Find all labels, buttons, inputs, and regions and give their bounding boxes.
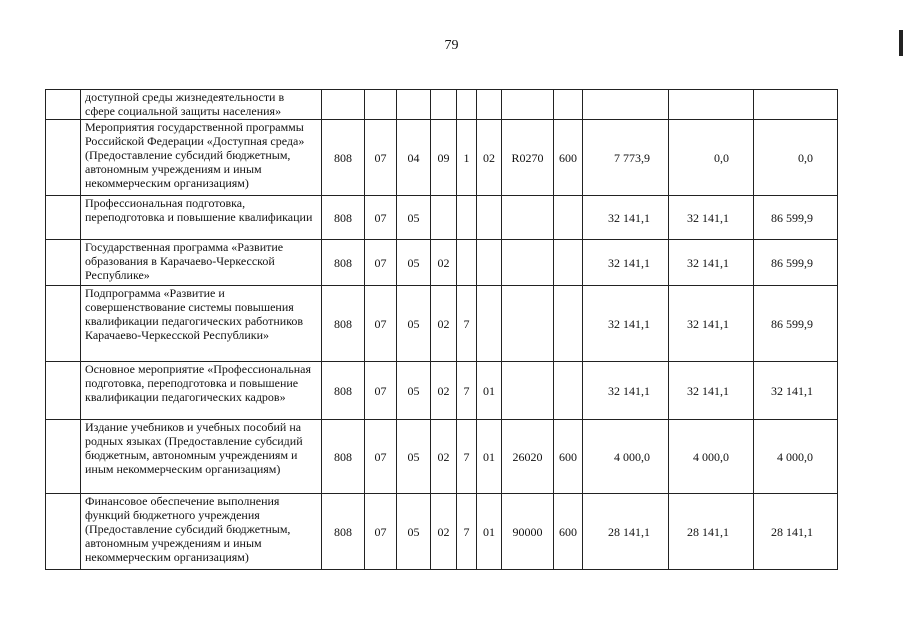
- row-number-cell: [46, 196, 81, 240]
- budget-table: [45, 89, 838, 570]
- table-row: [46, 240, 838, 286]
- amount-year-3-cell: 86 599,9: [754, 286, 838, 362]
- item-name-cell: Подпрограмма «Развитие и совершенствование системы повышения квалификации педагогических работников Карачаево-Черкесской Республики»: [81, 286, 322, 362]
- event-code-cell: 02: [477, 120, 502, 196]
- ministry-code-cell: 808: [322, 420, 365, 494]
- table-row: [46, 420, 838, 494]
- ministry-code-cell: 808: [322, 240, 365, 286]
- scan-edge-mark: [899, 30, 903, 56]
- subsection-code-cell: 05: [397, 286, 431, 362]
- page-number: 79: [444, 38, 459, 53]
- program-code-cell: 09: [431, 120, 457, 196]
- table-row: [46, 362, 838, 420]
- amount-year-2-cell: 32 141,1: [669, 196, 754, 240]
- ministry-code-cell: 808: [322, 286, 365, 362]
- item-name-cell: Мероприятия государственной программы Российской Федерации «Доступная среда» (Предоставление субсидий бюджетным, автономным учреждениям и иным некоммерческим организациям): [81, 120, 322, 196]
- item-name-cell: Профессиональная подготовка, переподготовка и повышение квалификации: [81, 196, 322, 240]
- item-name-cell: Основное мероприятие «Профессиональная подготовка, переподготовка и повышение квалификации педагогических кадров»: [81, 362, 322, 420]
- amount-year-2-cell: 4 000,0: [669, 420, 754, 494]
- amount-year-3-cell: 4 000,0: [754, 420, 838, 494]
- expense-type-cell: [554, 286, 583, 362]
- subprogram-code-cell: 7: [457, 494, 477, 570]
- subprogram-code-cell: [457, 240, 477, 286]
- direction-code-cell: [502, 240, 554, 286]
- subsection-code-cell: 05: [397, 420, 431, 494]
- section-code-cell: 07: [365, 494, 397, 570]
- amount-year-1-cell: 7 773,9: [583, 120, 669, 196]
- amount-year-3-cell: 28 141,1: [754, 494, 838, 570]
- table-body: [46, 90, 838, 570]
- amount-year-3-cell: 86 599,9: [754, 240, 838, 286]
- amount-year-1-cell: 32 141,1: [583, 362, 669, 420]
- row-number-cell: [46, 120, 81, 196]
- subprogram-code-cell: 7: [457, 420, 477, 494]
- amount-year-1-cell: 32 141,1: [583, 286, 669, 362]
- program-code-cell: 02: [431, 362, 457, 420]
- amount-year-2-cell: 0,0: [669, 120, 754, 196]
- expense-type-cell: [554, 90, 583, 120]
- direction-code-cell: [502, 286, 554, 362]
- amount-year-3-cell: 32 141,1: [754, 362, 838, 420]
- table-row: [46, 196, 838, 240]
- ministry-code-cell: 808: [322, 120, 365, 196]
- subprogram-code-cell: 1: [457, 120, 477, 196]
- row-number-cell: [46, 362, 81, 420]
- event-code-cell: 01: [477, 362, 502, 420]
- row-number-cell: [46, 90, 81, 120]
- program-code-cell: [431, 90, 457, 120]
- subprogram-code-cell: 7: [457, 286, 477, 362]
- section-code-cell: 07: [365, 240, 397, 286]
- expense-type-cell: [554, 240, 583, 286]
- expense-type-cell: [554, 362, 583, 420]
- expense-type-cell: 600: [554, 420, 583, 494]
- amount-year-1-cell: 4 000,0: [583, 420, 669, 494]
- event-code-cell: 01: [477, 494, 502, 570]
- subprogram-code-cell: [457, 90, 477, 120]
- program-code-cell: 02: [431, 286, 457, 362]
- event-code-cell: [477, 196, 502, 240]
- direction-code-cell: 90000: [502, 494, 554, 570]
- item-name-cell: Государственная программа «Развитие образования в Карачаево-Черкесской Республике»: [81, 240, 322, 286]
- direction-code-cell: R0270: [502, 120, 554, 196]
- subsection-code-cell: 05: [397, 494, 431, 570]
- amount-year-3-cell: 86 599,9: [754, 196, 838, 240]
- amount-year-1-cell: [583, 90, 669, 120]
- table-row: [46, 90, 838, 120]
- subsection-code-cell: 04: [397, 120, 431, 196]
- section-code-cell: 07: [365, 196, 397, 240]
- expense-type-cell: 600: [554, 494, 583, 570]
- event-code-cell: [477, 286, 502, 362]
- ministry-code-cell: [322, 90, 365, 120]
- amount-year-1-cell: 32 141,1: [583, 240, 669, 286]
- table-row: [46, 494, 838, 570]
- row-number-cell: [46, 240, 81, 286]
- program-code-cell: [431, 196, 457, 240]
- subsection-code-cell: 05: [397, 362, 431, 420]
- section-code-cell: 07: [365, 420, 397, 494]
- subprogram-code-cell: 7: [457, 362, 477, 420]
- subsection-code-cell: 05: [397, 196, 431, 240]
- amount-year-1-cell: 32 141,1: [583, 196, 669, 240]
- item-name-cell: Издание учебников и учебных пособий на родных языках (Предоставление субсидий бюджетным, автономным учреждениям и иным некоммерческим организациям): [81, 420, 322, 494]
- event-code-cell: 01: [477, 420, 502, 494]
- item-name-cell: доступной среды жизнедеятельности в сфере социальной защиты населения»: [81, 90, 322, 120]
- direction-code-cell: 26020: [502, 420, 554, 494]
- ministry-code-cell: 808: [322, 196, 365, 240]
- event-code-cell: [477, 240, 502, 286]
- item-name-cell: Финансовое обеспечение выполнения функций бюджетного учреждения (Предоставление субсидий бюджетным, автономным учреждениям и иным некоммерческим организациям): [81, 494, 322, 570]
- subsection-code-cell: [397, 90, 431, 120]
- program-code-cell: 02: [431, 240, 457, 286]
- subprogram-code-cell: [457, 196, 477, 240]
- amount-year-3-cell: 0,0: [754, 120, 838, 196]
- expense-type-cell: 600: [554, 120, 583, 196]
- amount-year-2-cell: [669, 90, 754, 120]
- amount-year-1-cell: 28 141,1: [583, 494, 669, 570]
- row-number-cell: [46, 420, 81, 494]
- amount-year-2-cell: 32 141,1: [669, 362, 754, 420]
- section-code-cell: 07: [365, 362, 397, 420]
- amount-year-2-cell: 32 141,1: [669, 240, 754, 286]
- section-code-cell: 07: [365, 120, 397, 196]
- amount-year-2-cell: 32 141,1: [669, 286, 754, 362]
- direction-code-cell: [502, 90, 554, 120]
- direction-code-cell: [502, 362, 554, 420]
- row-number-cell: [46, 286, 81, 362]
- event-code-cell: [477, 90, 502, 120]
- ministry-code-cell: 808: [322, 494, 365, 570]
- section-code-cell: 07: [365, 286, 397, 362]
- ministry-code-cell: 808: [322, 362, 365, 420]
- row-number-cell: [46, 494, 81, 570]
- table-row: [46, 286, 838, 362]
- amount-year-3-cell: [754, 90, 838, 120]
- subsection-code-cell: 05: [397, 240, 431, 286]
- program-code-cell: 02: [431, 420, 457, 494]
- amount-year-2-cell: 28 141,1: [669, 494, 754, 570]
- table-row: [46, 120, 838, 196]
- section-code-cell: [365, 90, 397, 120]
- program-code-cell: 02: [431, 494, 457, 570]
- direction-code-cell: [502, 196, 554, 240]
- expense-type-cell: [554, 196, 583, 240]
